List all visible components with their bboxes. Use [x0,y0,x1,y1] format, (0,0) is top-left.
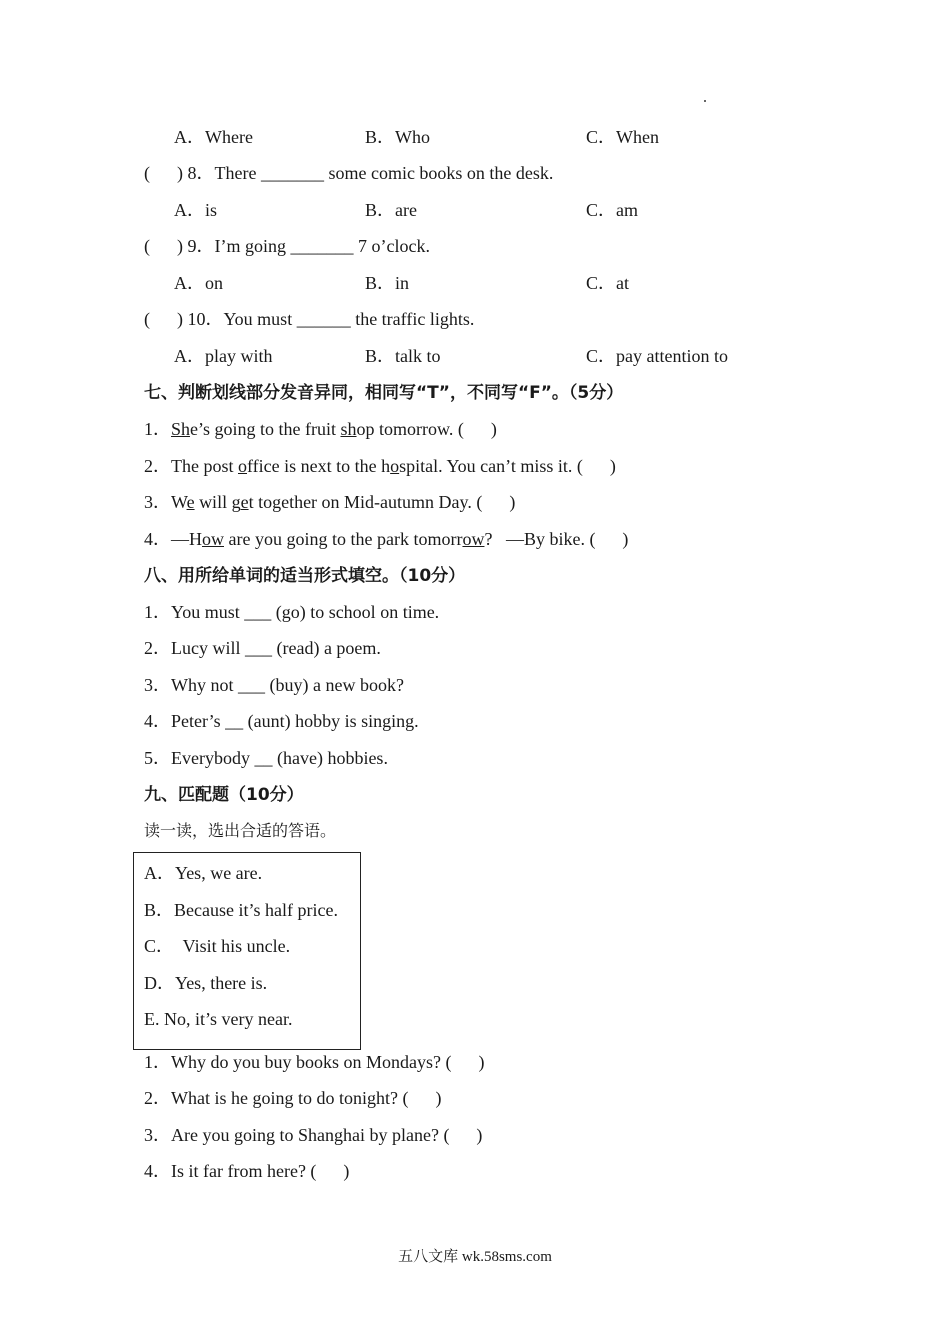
q7-option-b: B．Who [365,127,430,147]
q9-option-b: B．in [365,273,410,293]
section9-title: 九、匹配题（10分） [144,785,304,805]
section9-instruction: 读一读，选出合适的答语。 [144,821,337,840]
answer-e: E. No, it’s very near. [144,1009,293,1029]
q10-option-b: B．talk to [365,346,441,366]
footer-watermark: 五八文库 wk.58sms.com [398,1249,552,1265]
section7-item-4: 4．—How are you going to the park tomorrow? —By bike. ( ) [144,529,629,549]
q7-option-a: A．Where [174,127,253,147]
section8-item-2: 2．Lucy will ___ (read) a poem. [144,638,381,658]
section7-item-2: 2．The post office is next to the hospital. You can’t miss it. ( ) [144,456,616,476]
answer-b: B．Because it’s half price. [144,900,338,920]
section7-item-3: 3．We will get together on Mid-autumn Day. ( ) [144,492,516,512]
q10-option-a: A．play with [174,346,273,366]
q10-stem: ( ) 10．You must ______ the traffic lights. [144,309,475,329]
q9-stem: ( ) 9．I’m going _______ 7 o’clock. [144,236,430,256]
match-question-1: 1．Why do you buy books on Mondays? ( ) [144,1052,485,1072]
q9-option-c: C．at [586,273,629,293]
section8-item-1: 1．You must ___ (go) to school on time. [144,602,440,622]
q9-option-a: A．on [174,273,223,293]
q8-stem: ( ) 8．There _______ some comic books on the desk. [144,163,554,183]
match-question-4: 4．Is it far from here? ( ) [144,1161,350,1181]
answer-a: A．Yes, we are. [144,863,263,883]
section8-title: 八、用所给单词的适当形式填空。（10分） [144,566,466,586]
section7-title: 七、判断划线部分发音异同，相同写“T”，不同写“F”。（5分） [144,383,624,403]
q8-option-c: C．am [586,200,638,220]
q10-option-c: C．pay attention to [586,346,728,366]
match-question-2: 2．What is he going to do tonight? ( ) [144,1088,442,1108]
q7-option-c: C．When [586,127,659,147]
section7-item-1: 1．She’s going to the fruit shop tomorrow. ( ) [144,419,497,439]
match-question-3: 3．Are you going to Shanghai by plane? ( ) [144,1125,483,1145]
q8-option-b: B．are [365,200,417,220]
answer-d: D．Yes, there is. [144,973,268,993]
section8-item-5: 5．Everybody __ (have) hobbies. [144,748,388,768]
stray-dot [704,100,706,102]
section8-item-3: 3．Why not ___ (buy) a new book? [144,675,404,695]
q8-option-a: A．is [174,200,218,220]
answer-c: C． Visit his uncle. [144,936,291,956]
section8-item-4: 4．Peter’s __ (aunt) hobby is singing. [144,711,419,731]
